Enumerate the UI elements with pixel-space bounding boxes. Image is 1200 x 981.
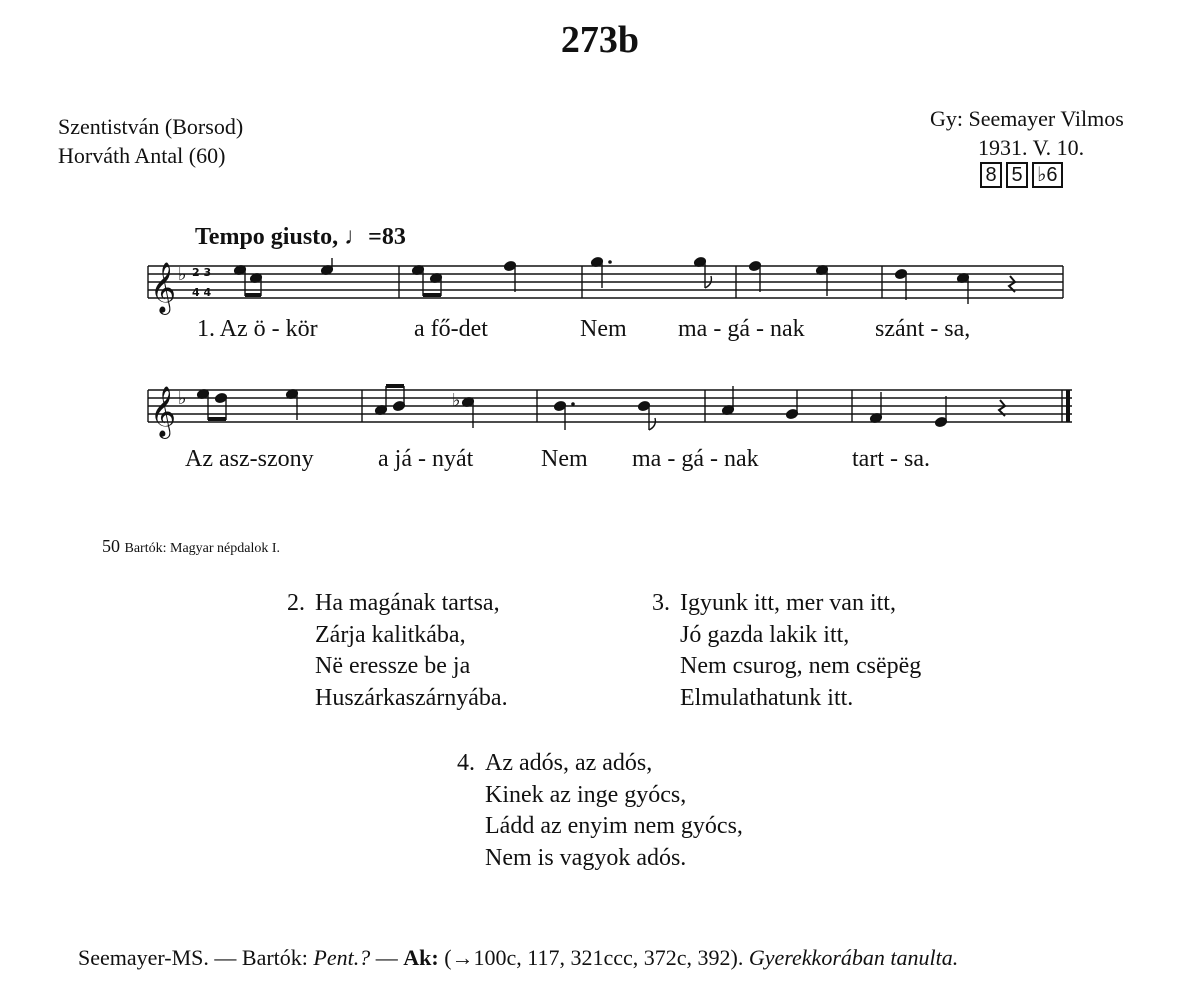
verse-2	[287, 588, 508, 714]
lyric-syllables: a fő-det	[414, 316, 488, 342]
verse-line: Zárja kalitkába,	[315, 621, 466, 648]
lyric-syllables: Nem	[580, 316, 627, 342]
treble-clef-icon: 𝄞	[150, 386, 177, 437]
footnote-source: Seemayer-MS. — Bartók:	[78, 945, 314, 970]
verse-line: Nem is vagyok adós.	[485, 844, 687, 871]
footnote-remark: Gyerekkorában tanulta.	[748, 945, 959, 970]
verse-line: Huszárkaszárnyába.	[315, 684, 508, 711]
lyric-syllables: 1. Az ö - kör	[197, 316, 318, 342]
staff-1	[148, 266, 1063, 298]
lyric-syllables: ma - gá - nak	[678, 316, 805, 342]
lyric-syllables: Nem	[541, 446, 588, 472]
verse-number: 2.	[287, 590, 305, 616]
reference-text: Bartók: Magyar népdalok I.	[124, 541, 281, 556]
lyric-syllables: tart - sa.	[852, 446, 930, 472]
song-number-title: 273b	[560, 19, 640, 61]
staff-2-notes	[196, 384, 1005, 430]
lyric-syllables: Az asz-szony	[185, 446, 314, 472]
verse-number: 4.	[457, 750, 475, 776]
time-signature-bottom: 4 4	[192, 286, 212, 299]
footnote-pent: Pent.?	[313, 945, 371, 970]
date-text: 1931. V. 10.	[978, 135, 1085, 160]
footnote-ak-label: Ak:	[403, 945, 439, 970]
classification-box: 5	[1006, 162, 1028, 188]
lyric-syllables: a já - nyát	[378, 446, 474, 472]
verse-line: Nem csurog, nem csëpëg	[680, 653, 922, 679]
treble-clef-icon: 𝄞	[150, 262, 177, 313]
quarter-note-icon: ♩	[344, 224, 369, 250]
classification-box: ♭6	[1032, 162, 1063, 188]
verse-line: Jó gazda lakik itt,	[680, 621, 850, 648]
lyric-syllables: szánt - sa,	[875, 316, 971, 342]
reference-number: 50	[102, 536, 120, 556]
lyric-syllables: ma - gá - nak	[632, 446, 759, 472]
verse-3	[652, 588, 921, 714]
verse-4	[457, 748, 743, 874]
flat-icon: ♭	[178, 388, 187, 409]
svg-text:♭: ♭	[452, 390, 461, 411]
singer-text: Horváth Antal (60)	[58, 143, 226, 168]
staff-1-notes	[233, 256, 1015, 304]
verse-number: 3.	[652, 590, 670, 616]
verse-line: Kinek az inge gyócs,	[485, 781, 687, 808]
source-footnote	[78, 945, 958, 971]
tempo-text: Tempo giusto,	[195, 224, 339, 250]
verse-line: Igyunk itt, mer van itt,	[680, 590, 896, 616]
verse-line: Az adós, az adós,	[485, 750, 653, 776]
place-text: Szentistván (Borsod)	[58, 114, 244, 139]
collector-text: Gy: Seemayer Vilmos	[930, 106, 1124, 131]
classification-box: 8	[980, 162, 1002, 188]
time-signature-top: 2 3	[192, 266, 212, 279]
footnote-dash: —	[370, 945, 404, 970]
reference-note	[102, 536, 280, 557]
flat-icon: ♭	[178, 264, 187, 285]
verse-line: Në eressze be ja	[315, 653, 471, 679]
metronome-value: =83	[368, 224, 406, 250]
verse-line: Ládd az enyim nem gyócs,	[485, 813, 743, 839]
verse-line: Elmulathatunk itt.	[680, 684, 854, 711]
verse-line: Ha magának tartsa,	[315, 590, 500, 616]
footnote-refs: (→100c, 117, 321ccc, 372c, 392).	[438, 945, 749, 970]
